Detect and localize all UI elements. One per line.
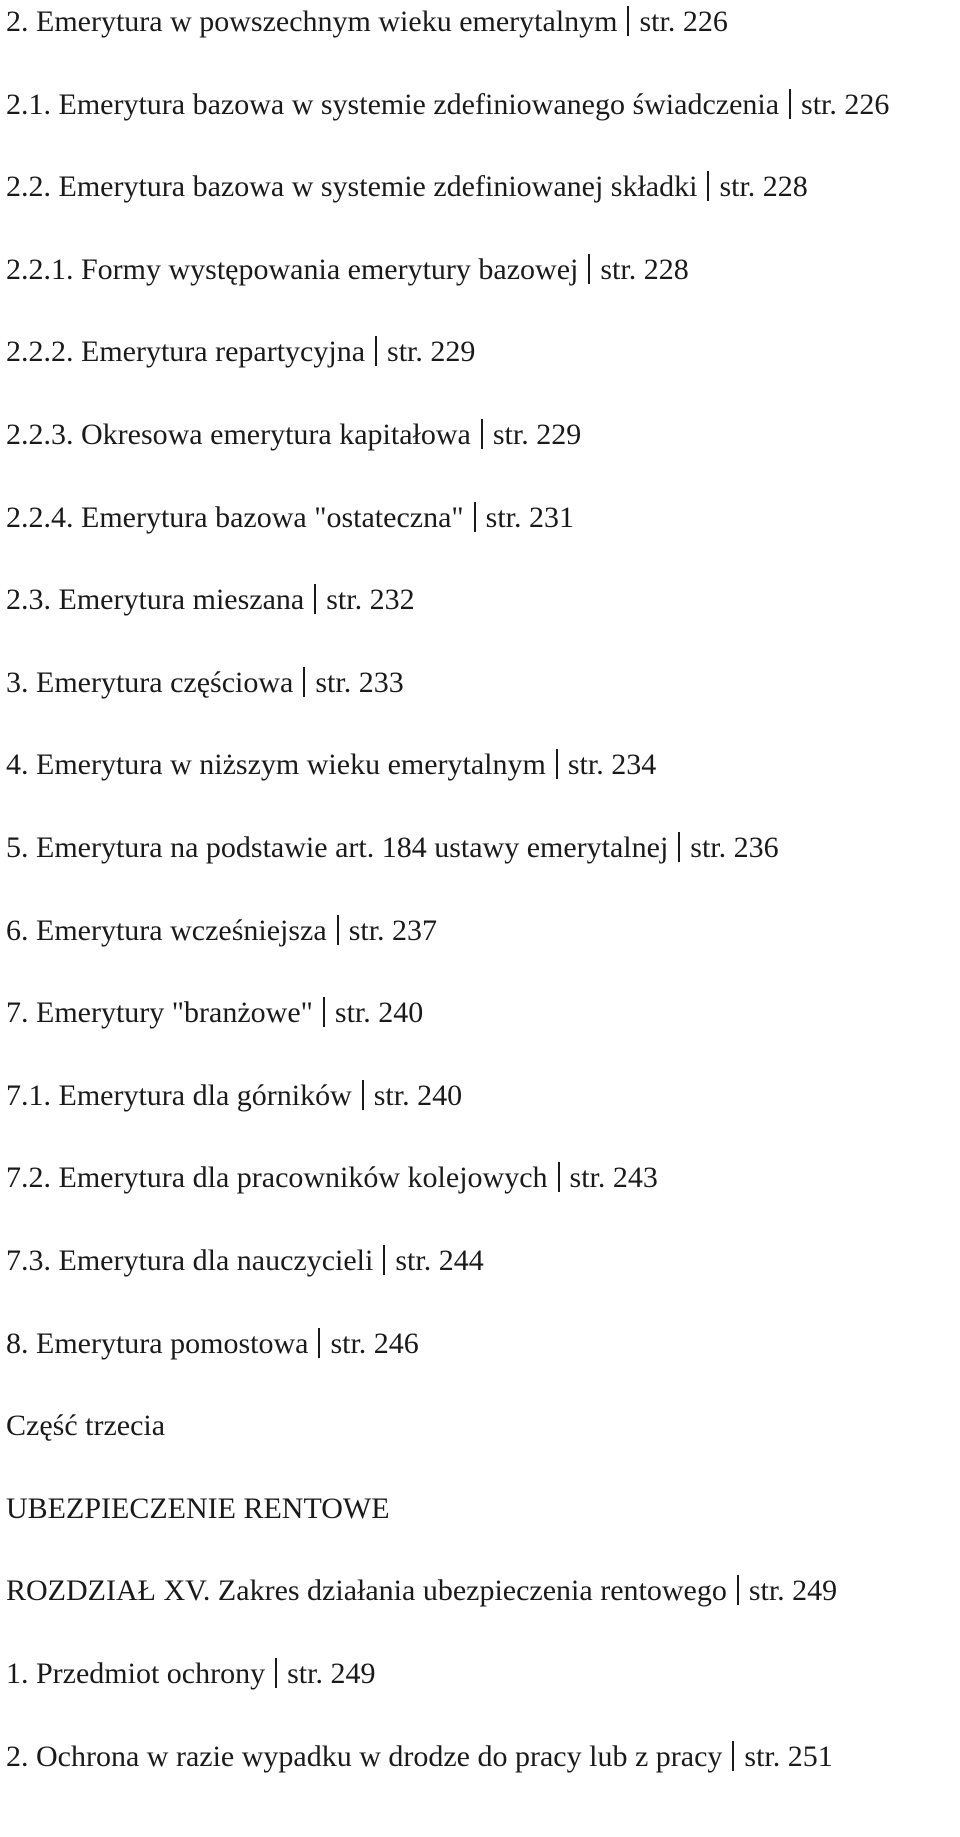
toc-entry-title: 2.2. Emerytura bazowa w systemie zdefiniowanej składki [6,170,698,204]
toc-entry-page: str. 249 [287,1657,376,1690]
toc-entry-title: 8. Emerytura pomostowa [6,1326,309,1360]
toc-entry-title: 2.2.1. Formy występowania emerytury bazowej [6,252,579,286]
toc-entry-title: 2.1. Emerytura bazowa w systemie zdefiniowanego świadczenia [6,87,780,121]
toc-entry-page: str. 240 [334,996,424,1030]
toc-entry-page: str. 246 [330,1326,419,1360]
toc-entry-page: str. 236 [690,831,779,864]
toc-entry-title: 1. Przedmiot ochrony [6,1657,266,1690]
toc-entry-title: 6. Emerytura wcześniejsza [6,913,327,947]
toc-entry-page: str. 233 [315,665,404,699]
toc-separator [556,749,558,779]
toc-entry-title: 4. Emerytura w niższym wieku emerytalnym [6,748,546,782]
toc-entry-page: str. 251 [744,1739,833,1773]
toc-entry-page: str. 228 [600,252,689,286]
toc-entry-title: 2. Emerytura w powszechnym wieku emerytalnym [6,5,618,38]
toc-entry [6,334,475,370]
toc-separator [678,832,680,862]
toc-entry [6,830,779,866]
toc-entry-page: str. 226 [639,5,728,38]
toc-entry [6,169,808,205]
toc-separator [732,1741,734,1771]
toc-entry-title: Część trzecia [6,1409,166,1443]
toc-entry [6,1408,165,1444]
toc-entry [6,995,423,1031]
toc-entry [6,1656,375,1692]
toc-entry-title: 5. Emerytura na podstawie art. 184 ustawy emerytalnej [6,831,669,864]
toc-entry-page: str. 229 [387,335,476,369]
toc-entry [6,913,437,949]
toc-entry [6,1573,837,1609]
toc-entry-title: 2.2.2. Emerytura repartycyjna [6,335,366,369]
toc-entry [6,1243,484,1279]
toc-separator [275,1658,277,1688]
toc-separator [737,1575,739,1605]
toc-entry [6,747,656,783]
toc-entry-page: str. 234 [567,748,657,782]
toc-entry-page: str. 249 [748,1574,838,1608]
toc-separator [789,89,791,119]
toc-entry-title: 7.3. Emerytura dla nauczycieli [6,1244,374,1277]
toc-entry-title: 2.3. Emerytura mieszana [6,583,305,617]
toc-entry-page: str. 244 [395,1244,484,1277]
toc-entry-title: 3. Emerytura częściowa [6,665,294,699]
toc-separator [314,584,316,614]
toc-separator [337,915,339,945]
toc-separator [318,1328,320,1358]
toc-entry [6,1078,462,1114]
toc-separator [558,1162,560,1192]
toc-entry-page: str. 240 [373,1078,463,1112]
toc-entry [6,417,581,453]
toc-entry [6,500,574,536]
toc-entry-page: str. 229 [492,418,582,451]
toc-separator [383,1245,385,1275]
toc-entry-page: str. 231 [485,500,574,534]
toc-entry-title: ROZDZIAŁ XV. Zakres działania ubezpieczenia rentowego [6,1574,727,1608]
toc-entry-title: 2.2.4. Emerytura bazowa "ostateczna" [6,500,464,534]
toc-entry-title: 7. Emerytury "branżowe" [6,996,313,1030]
toc-entry [6,1739,833,1775]
toc-separator [627,6,629,36]
toc-entry [6,665,404,701]
toc-separator [362,1080,364,1110]
toc-entry [6,4,728,40]
toc-entry-page: str. 228 [719,170,808,204]
toc-entry [6,1491,390,1527]
toc-entry-page: str. 237 [348,913,438,947]
toc-separator [303,667,305,697]
toc-entry-title: 7.2. Emerytura dla pracowników kolejowych [6,1161,548,1195]
toc-entry-page: str. 232 [326,583,415,617]
toc-entry-title: 2. Ochrona w razie wypadku w drodze do pracy lub z pracy [6,1739,723,1773]
toc-separator [481,419,483,449]
toc-entry-title: UBEZPIECZENIE RENTOWE [6,1491,390,1525]
toc-entry [6,87,889,123]
toc-entry [6,1160,658,1196]
toc-entry [6,252,689,288]
toc-separator [474,502,476,532]
toc-separator [588,254,590,284]
toc-entry [6,1326,419,1362]
toc-entry [6,582,415,618]
toc-separator [375,336,377,366]
toc-separator [707,171,709,201]
toc-entry-title: 2.2.3. Okresowa emerytura kapitałowa [6,418,471,451]
toc-separator [323,997,325,1027]
toc-entry-title: 7.1. Emerytura dla górników [6,1078,352,1112]
toc-entry-page: str. 243 [569,1161,658,1195]
toc-entry-page: str. 226 [801,87,890,121]
